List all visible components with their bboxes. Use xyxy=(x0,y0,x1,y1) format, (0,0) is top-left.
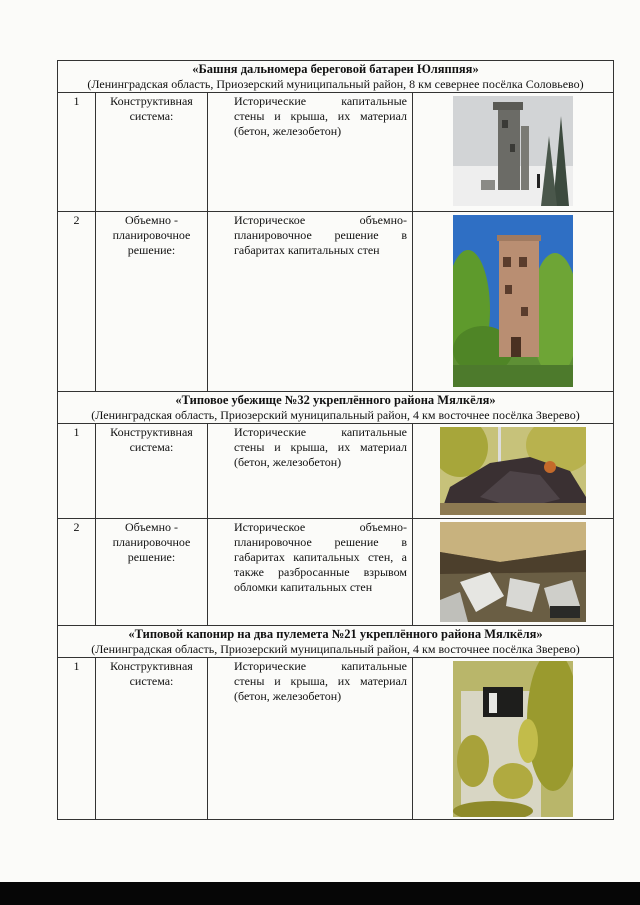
row-property: Конструктивная система: xyxy=(96,424,208,519)
row-property: Конструктивная система: xyxy=(96,93,208,212)
section-location: (Ленинградская область, Приозерский муниципальный район, 4 км восточнее посёлка Зверево) xyxy=(91,642,580,656)
row-description xyxy=(208,212,413,392)
caponier-photo xyxy=(453,661,573,817)
row-description-text: Исторические капитальные стены и крыша, их материал (бетон, железобетон) xyxy=(234,659,407,703)
section-header-row xyxy=(58,626,614,658)
section-header-row xyxy=(58,61,614,93)
tower-winter-photo xyxy=(453,96,573,206)
row-description xyxy=(208,93,413,212)
row-photo-cell xyxy=(413,424,614,519)
row-number: 2 xyxy=(58,212,96,392)
heritage-elements-table xyxy=(57,60,614,820)
row-property: Объемно - планировочное решение: xyxy=(96,212,208,392)
row-description xyxy=(208,519,413,626)
row-property: Конструктивная система: xyxy=(96,658,208,820)
row-description-text: Историческое объемно-планировочное решение в габаритах капитальных стен, а также разбросанные взрывом обломки капитальных стен xyxy=(234,520,407,594)
row-photo-cell xyxy=(413,212,614,392)
row-number: 1 xyxy=(58,658,96,820)
row-photo-cell xyxy=(413,519,614,626)
table-row xyxy=(58,519,614,626)
row-property: Объемно - планировочное решение: xyxy=(96,519,208,626)
tower-summer-photo xyxy=(453,215,573,387)
shelter-debris-photo xyxy=(440,522,586,622)
table-row xyxy=(58,658,614,820)
section-title: «Башня дальномера береговой батареи Юляппяя» xyxy=(192,62,479,76)
row-photo-cell xyxy=(413,658,614,820)
section-location: (Ленинградская область, Приозерский муниципальный район, 8 км севернее посёлка Соловьево) xyxy=(87,77,584,91)
row-number: 1 xyxy=(58,93,96,212)
section-title: «Типовое убежище №32 укреплённого района Мялкёля» xyxy=(175,393,496,407)
row-photo-cell xyxy=(413,93,614,212)
row-description-text: Исторические капитальные стены и крыша, их материал (бетон, железобетон) xyxy=(234,425,407,469)
section-header-row xyxy=(58,392,614,424)
scan-bottom-edge xyxy=(0,882,640,905)
row-number: 2 xyxy=(58,519,96,626)
row-description xyxy=(208,658,413,820)
section-header xyxy=(58,626,614,658)
row-number: 1 xyxy=(58,424,96,519)
table-row xyxy=(58,212,614,392)
section-header xyxy=(58,392,614,424)
section-location: (Ленинградская область, Приозерский муниципальный район, 4 км восточнее посёлка Зверево) xyxy=(91,408,580,422)
row-description-text: Исторические капитальные стены и крыша, их материал (бетон, железобетон) xyxy=(234,94,407,138)
table-row xyxy=(58,424,614,519)
section-title: «Типовой капонир на два пулемета №21 укреплённого района Мялкёля» xyxy=(128,627,543,641)
row-description-text: Историческое объемно-планировочное решение в габаритах капитальных стен xyxy=(234,213,407,257)
section-header xyxy=(58,61,614,93)
table-row xyxy=(58,93,614,212)
shelter-ruins-photo xyxy=(440,427,586,515)
row-description xyxy=(208,424,413,519)
